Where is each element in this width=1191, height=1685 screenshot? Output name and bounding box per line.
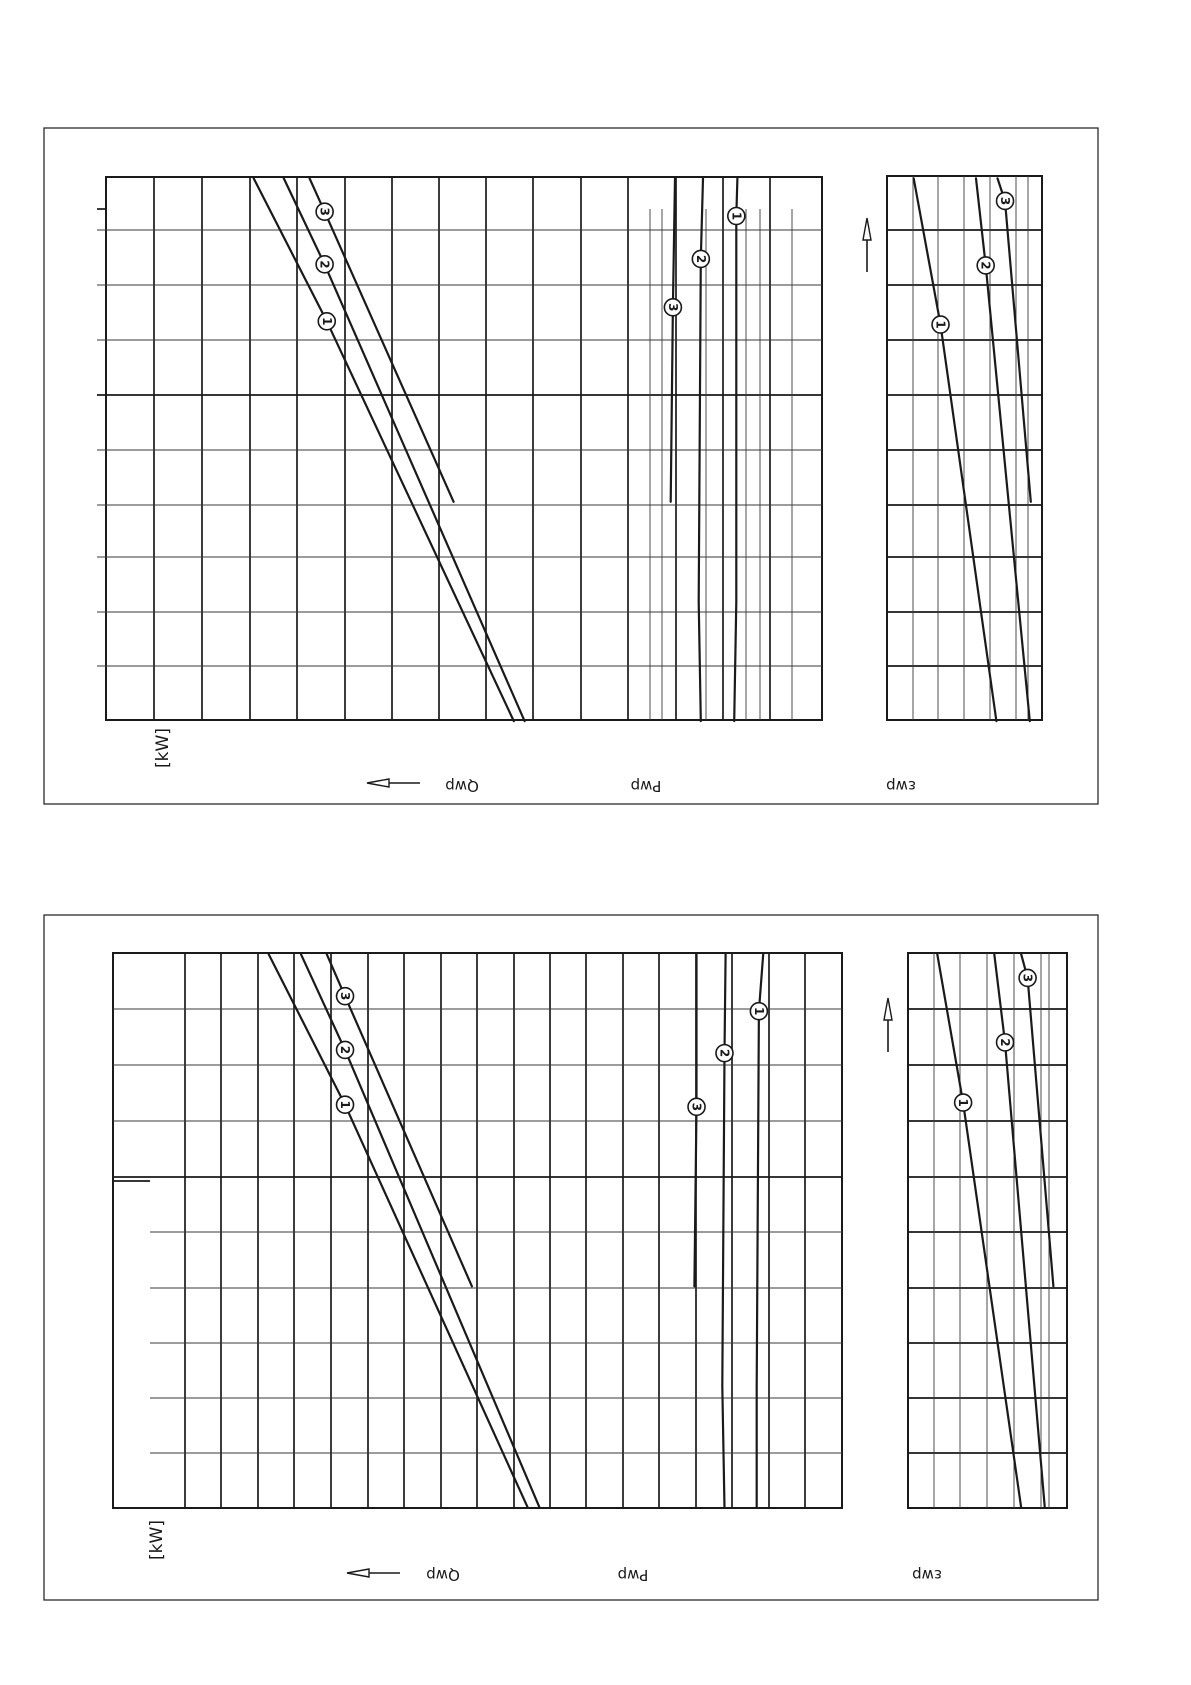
series-marker [337,1041,354,1058]
pwp-label: Pwp [630,777,662,795]
series-marker [337,1096,354,1113]
marker-label: 1 [337,1100,352,1109]
marker-label: 2 [693,254,708,264]
direction-arrow-icon [347,1569,369,1577]
series-marker [688,1098,705,1115]
marker-label: 2 [998,1038,1013,1047]
curves [269,954,1054,1507]
marker-label: 1 [933,320,948,329]
y-axis-unit-label: [kW] [153,728,173,768]
chart-panel-top [44,128,1098,804]
main-grid [113,953,842,1508]
marker-label: 1 [956,1098,971,1107]
series-marker [955,1094,972,1111]
marker-label: 3 [665,303,680,312]
curve-pwp-1 [757,954,764,1507]
direction-arrow-icon [863,218,871,240]
marker-label: 2 [717,1048,732,1058]
series-marker [716,1045,733,1062]
marker-label: 3 [317,207,332,216]
qwp-label: Qwp [426,1566,460,1584]
curve-pwp-2 [722,954,725,1507]
series-marker [977,257,994,274]
series-marker [932,316,949,333]
direction-arrow-icon [367,779,389,787]
curve-qwp-2 [301,954,540,1507]
marker-label: 3 [338,992,353,1001]
side-plot-area [887,176,1042,720]
series-marker [337,988,354,1005]
marker-label: 1 [729,211,744,221]
series-marker [997,1034,1014,1051]
marker-label: 3 [1020,973,1035,983]
qwp-label: Qwp [445,777,479,795]
marker-label: 2 [337,1045,352,1055]
marker-label: 2 [317,260,332,269]
series-marker [728,207,745,224]
series-marker [316,203,333,220]
series-marker [1019,969,1036,986]
marker-label: 2 [978,261,993,270]
direction-arrow-icon [884,998,892,1020]
side-grid [908,953,1067,1508]
side-plot-area [908,953,1067,1508]
chart-panel-bottom [44,915,1098,1600]
curve-qwp-1 [269,954,528,1507]
y-axis-unit-label: [kW] [147,1520,167,1560]
series-marker [316,256,333,273]
series-marker [664,299,681,316]
main-grid [97,177,822,720]
series-marker [997,192,1014,209]
side-grid [887,176,1042,720]
ewp-label: εwp [886,777,916,795]
ewp-label: εwp [912,1566,942,1584]
panel-frame [44,915,1098,1600]
marker-label: 3 [998,196,1013,206]
series-marker [318,313,335,330]
pwp-label: Pwp [617,1566,649,1584]
marker-label: 1 [751,1007,766,1016]
main-plot-area [106,177,822,720]
series-marker [750,1003,767,1020]
marker-label: 3 [689,1102,704,1112]
marker-label: 1 [319,317,334,326]
series-marker [692,250,709,267]
